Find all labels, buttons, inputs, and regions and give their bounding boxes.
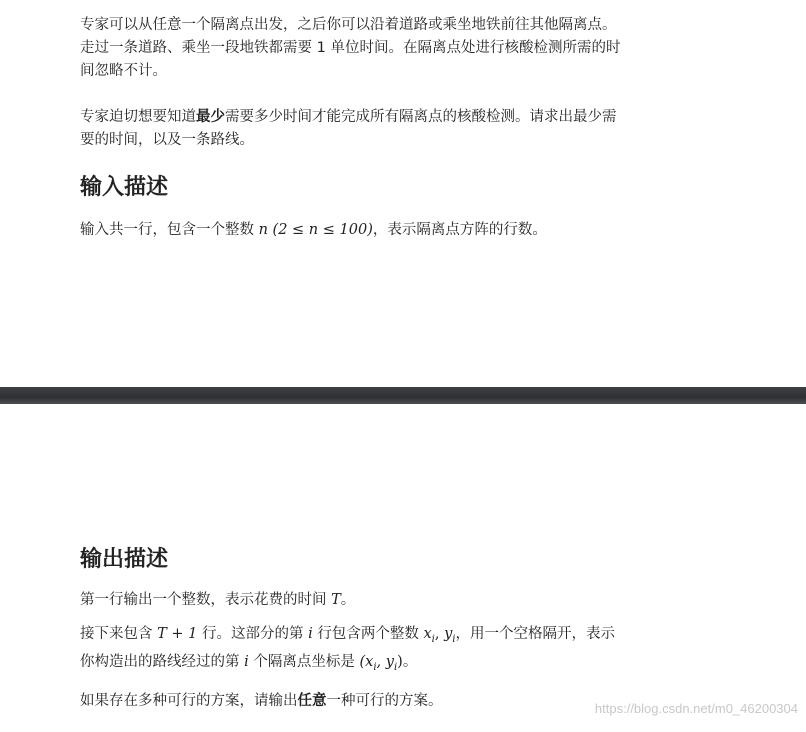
text-line: 走过一条道路、乘坐一段地铁都需要 1 单位时间。在隔离点处进行核酸检测所需的时 bbox=[80, 40, 621, 56]
text-line: 要的时间，以及一条路线。 bbox=[80, 132, 254, 148]
text-line: 间忽略不计。 bbox=[80, 63, 167, 79]
page-bottom bbox=[0, 404, 806, 732]
output-section bbox=[80, 545, 700, 713]
output-line-4: 如果存在多种可行的方案，请输出任意一种可行的方案。 bbox=[80, 692, 443, 709]
input-heading: 输入描述 bbox=[80, 175, 169, 200]
output-line-3: 你构造出的路线经过的第 i 个隔离点坐标是 ($x_i$, $y_i$)。 bbox=[80, 653, 418, 673]
math-expression: n (2 ≤ n ≤ 100) bbox=[258, 222, 373, 238]
input-description: 输入共一行，包含一个整数 n (2 ≤ n ≤ 100)，表示隔离点方阵的行数。 bbox=[80, 222, 547, 238]
emphasis-text: 任意 bbox=[297, 692, 327, 709]
page-divider bbox=[0, 387, 806, 404]
output-line-1: 第一行输出一个整数，表示花费的时间 T。 bbox=[80, 592, 356, 608]
text-line: 专家迫切想要知道最少需要多少时间才能完成所有隔离点的核酸检测。请求出最少需 bbox=[80, 109, 617, 125]
intro-paragraph-2 bbox=[80, 106, 700, 152]
text-line: 专家可以从任意一个隔离点出发，之后你可以沿着道路或乘坐地铁前往其他隔离点。 bbox=[80, 17, 617, 33]
output-heading: 输出描述 bbox=[80, 547, 169, 572]
intro-paragraph-1 bbox=[80, 14, 700, 83]
output-line-2: 接下来包含 T + 1 行。这部分的第 i 行包含两个整数 $x_i$, $y_i$，用一个空格隔开，表示 bbox=[80, 626, 615, 645]
watermark-text: https://blog.csdn.net/m0_46200304 bbox=[594, 701, 798, 716]
input-section bbox=[80, 173, 700, 242]
emphasis-text: 最少 bbox=[196, 109, 225, 125]
